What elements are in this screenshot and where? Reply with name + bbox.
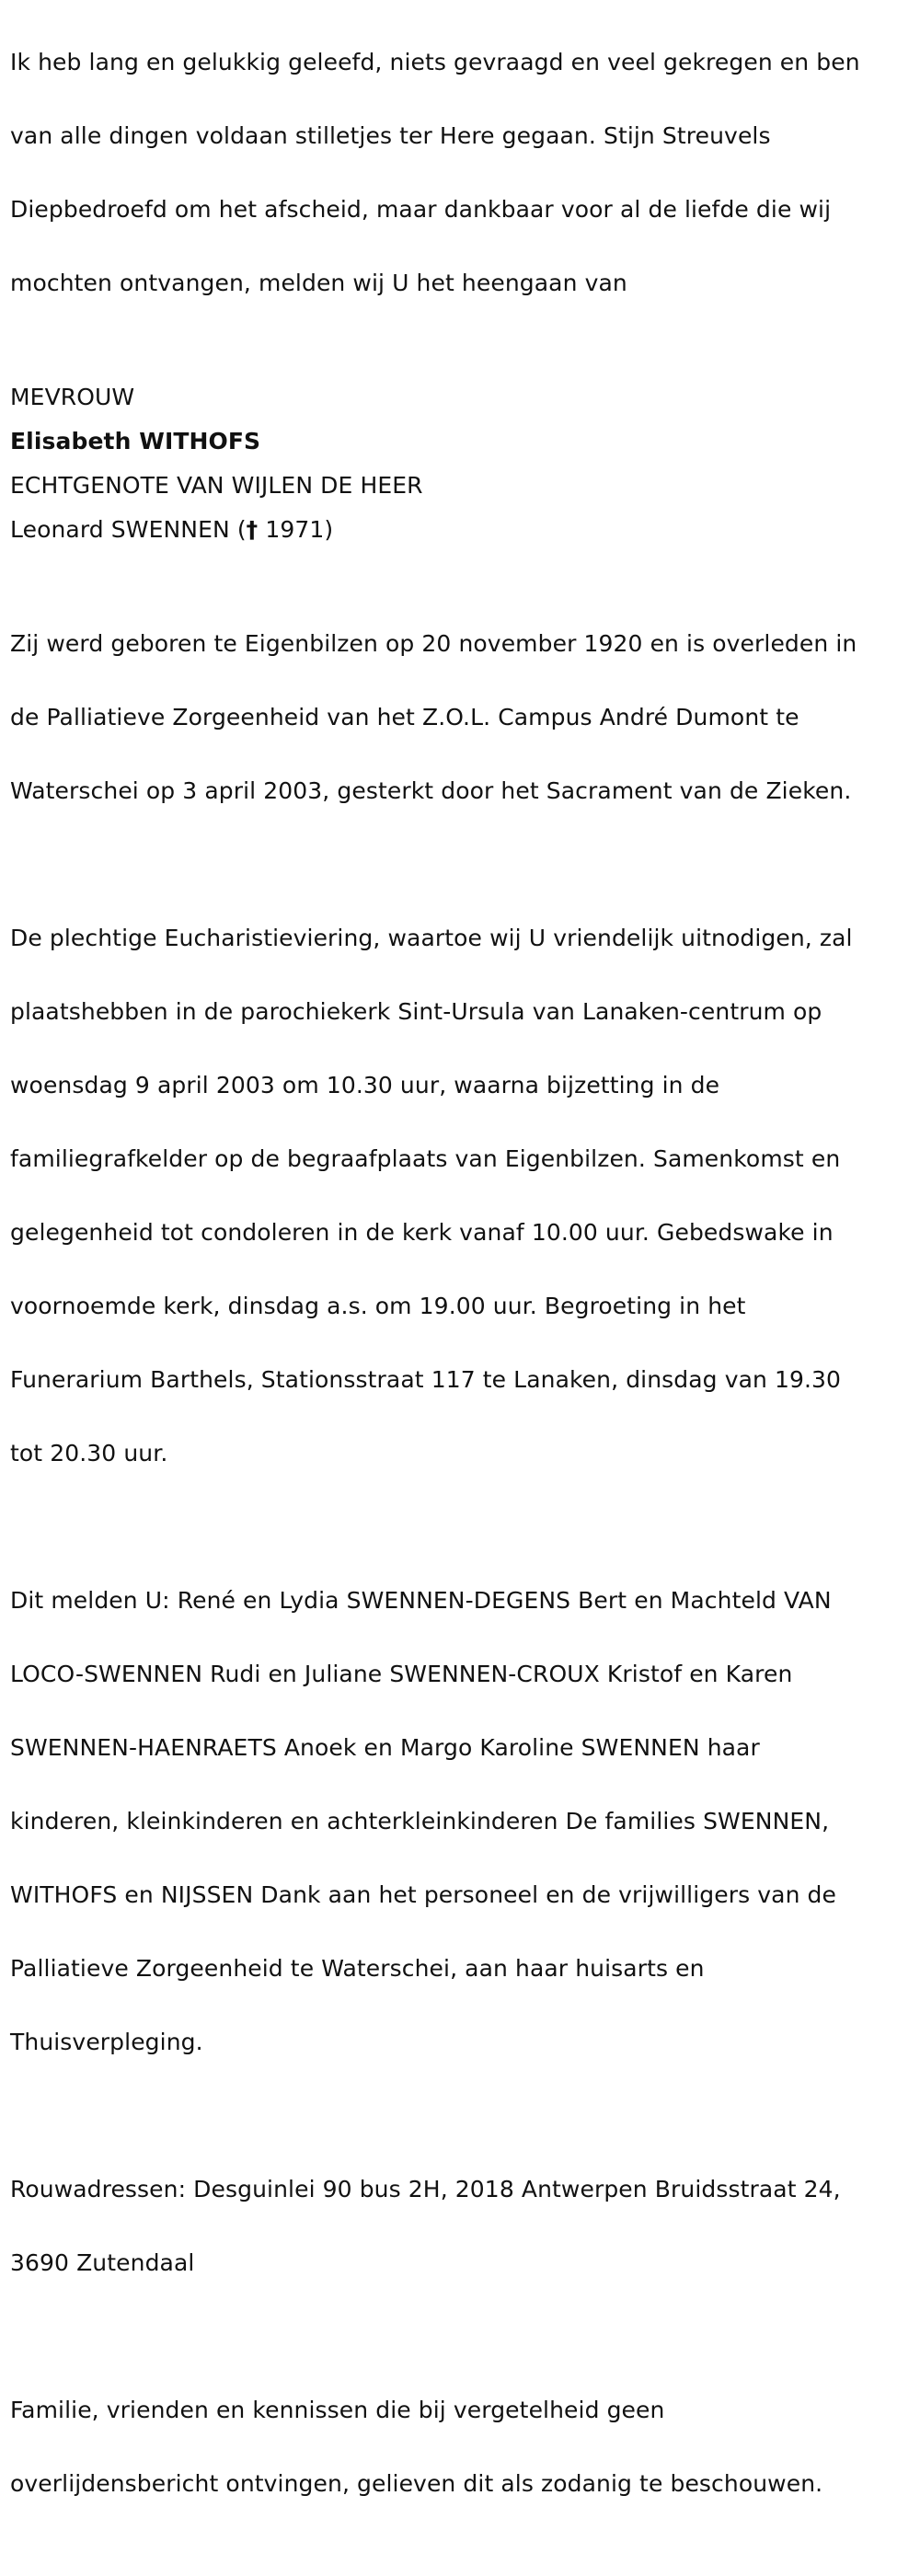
intro-line: Ik heb lang en gelukkig geleefd, niets gevraagd en veel gekregen en ben bbox=[10, 49, 860, 75]
closing-line: overlijdensbericht ontvingen, gelieven dit als zodanig te beschouwen. bbox=[10, 2470, 823, 2497]
obituary-document bbox=[10, 7, 912, 2576]
family-line: Palliatieve Zorgeenheid te Waterschei, aan haar huisarts en bbox=[10, 1955, 705, 1982]
ceremony-line: tot 20.30 uur. bbox=[10, 1440, 168, 1466]
ceremony-line: woensdag 9 april 2003 om 10.30 uur, waarna bijzetting in de bbox=[10, 1072, 720, 1098]
intro-line: mochten ontvangen, melden wij U het heengaan van bbox=[10, 270, 627, 296]
closing-line: Familie, vrienden en kennissen die bij vergetelheid geen bbox=[10, 2397, 665, 2423]
intro-line: Diepbedroefd om het afscheid, maar dankbaar voor al de liefde die wij bbox=[10, 196, 832, 223]
closing-paragraph bbox=[10, 2355, 912, 2539]
honorific-title: MEVROUW bbox=[10, 384, 135, 410]
family-line: Thuisverpleging. bbox=[10, 2029, 203, 2055]
ceremony-line: Funerarium Barthels, Stationsstraat 117 te Lanaken, dinsdag van 19.30 bbox=[10, 1366, 842, 1393]
family-line: kinderen, kleinkinderen en achterkleinkinderen De families SWENNEN, bbox=[10, 1808, 830, 1834]
spouse-name: Leonard SWENNEN ( bbox=[10, 516, 247, 543]
addresses-paragraph bbox=[10, 2134, 912, 2318]
ceremony-line: voornoemde kerk, dinsdag a.s. om 19.00 uur. Begroeting in het bbox=[10, 1293, 746, 1319]
family-line: SWENNEN-HAENRAETS Anoek en Margo Karoline SWENNEN haar bbox=[10, 1734, 760, 1761]
ceremony-line: De plechtige Eucharistieviering, waartoe wij U vriendelijk uitnodigen, zal bbox=[10, 925, 853, 951]
spouse-year: 1971) bbox=[258, 516, 334, 543]
relation-line: ECHTGENOTE VAN WIJLEN DE HEER bbox=[10, 472, 423, 499]
ceremony-line: familiegrafkelder op de begraafplaats van Eigenbilzen. Samenkomst en bbox=[10, 1145, 841, 1172]
ceremony-paragraph bbox=[10, 883, 912, 1509]
address-line: Rouwadressen: Desguinlei 90 bus 2H, 2018 Antwerpen Bruidsstraat 24, bbox=[10, 2176, 841, 2202]
intro-paragraph bbox=[10, 7, 912, 339]
deceased-name: Elisabeth WITHOFS bbox=[10, 428, 261, 454]
family-line: Dit melden U: René en Lydia SWENNEN-DEGENS Bert en Machteld VAN bbox=[10, 1587, 832, 1614]
birth-death-paragraph bbox=[10, 589, 912, 846]
intro-line: van alle dingen voldaan stilletjes ter Here gegaan. Stijn Streuvels bbox=[10, 122, 771, 149]
deceased-heading bbox=[10, 375, 912, 552]
family-paragraph bbox=[10, 1546, 912, 2098]
address-line: 3690 Zutendaal bbox=[10, 2249, 195, 2276]
birth-death-line: Zij werd geboren te Eigenbilzen op 20 november 1920 en is overleden in bbox=[10, 630, 857, 657]
birth-death-line: de Palliatieve Zorgeenheid van het Z.O.L. Campus André Dumont te bbox=[10, 704, 799, 730]
family-line: LOCO-SWENNEN Rudi en Juliane SWENNEN-CROUX Kristof en Karen bbox=[10, 1661, 793, 1687]
family-line: WITHOFS en NIJSSEN Dank aan het personeel en de vrijwilligers van de bbox=[10, 1881, 837, 1908]
ceremony-line: plaatshebben in de parochiekerk Sint-Ursula van Lanaken-centrum op bbox=[10, 998, 822, 1025]
cross-icon: † bbox=[246, 516, 259, 543]
ceremony-line: gelegenheid tot condoleren in de kerk vanaf 10.00 uur. Gebedswake in bbox=[10, 1219, 834, 1246]
spouse-line bbox=[10, 508, 912, 552]
birth-death-line: Waterschei op 3 april 2003, gesterkt door het Sacrament van de Zieken. bbox=[10, 777, 852, 804]
